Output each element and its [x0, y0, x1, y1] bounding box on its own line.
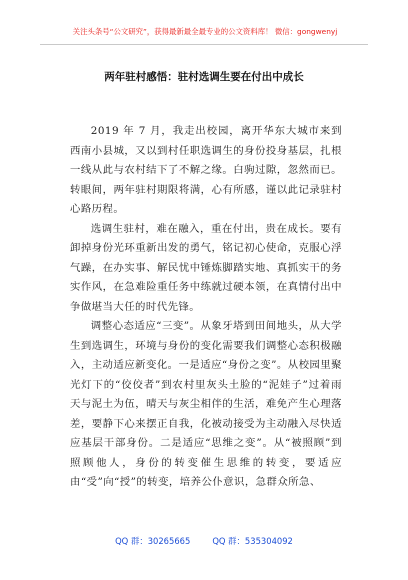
document-body — [70, 122, 342, 493]
header-banner: 关注头条号“公文研究”，获得最新最全最专业的公文资料库！ 微信：gongwenyj — [72, 27, 338, 36]
footer-contact — [0, 535, 408, 547]
footer-qq-group-1: QQ 群：30265665 — [115, 536, 191, 546]
header-divider — [40, 44, 368, 45]
paragraph-3: 调整心态适应“三变”。从象牙塔到田间地头，从大学生到选调生，环境与身份的变化需要我们调整心态积极融入，主动适应新变化。一是适应“身份之变”。从校园里聚光灯下的“佼佼者”到农村里灰头土脸的“泥娃子”过着雨天与泥土为伍，晴天与灰尘相伴的生活，难免产生心理落差，要静下心来摆正自我，化被动接受为主动融入尽快适应基层干部身份。二是适应“思维之变”。从“被照顾”到照顾他人，身份的转变催生思维的转变，要适应由“受”向“授”的转变，培养公仆意识，急群众所急、 — [70, 320, 342, 488]
document-title: 两年驻村感悟：驻村选调生要在付出中成长 — [104, 71, 304, 83]
footer-qq-group-2: QQ 群：535304092 — [212, 536, 293, 546]
paragraph-1: 2019 年 7 月，我走出校园，离开华东大城市来到西南小县城，又以到村任职选调生的身份投身基层，扎根一线从此与农村结下了不解之缘。白驹过隙，忽然而已。转眼间，两年驻村期限将满，心有所感，谨以此记录驻村心路历程。 — [70, 125, 342, 215]
paragraph-2: 选调生驻村，难在融入，重在付出，贵在成长。要有卸掉身份光环重新出发的勇气，铭记初心使命，克服心浮气躁，在办实事、解民忧中锤炼脚踏实地、真抓实干的务实作风，在急难险重任务中练就过硬本领，在真情付出中争做堪当大任的时代先锋。 — [70, 222, 342, 313]
